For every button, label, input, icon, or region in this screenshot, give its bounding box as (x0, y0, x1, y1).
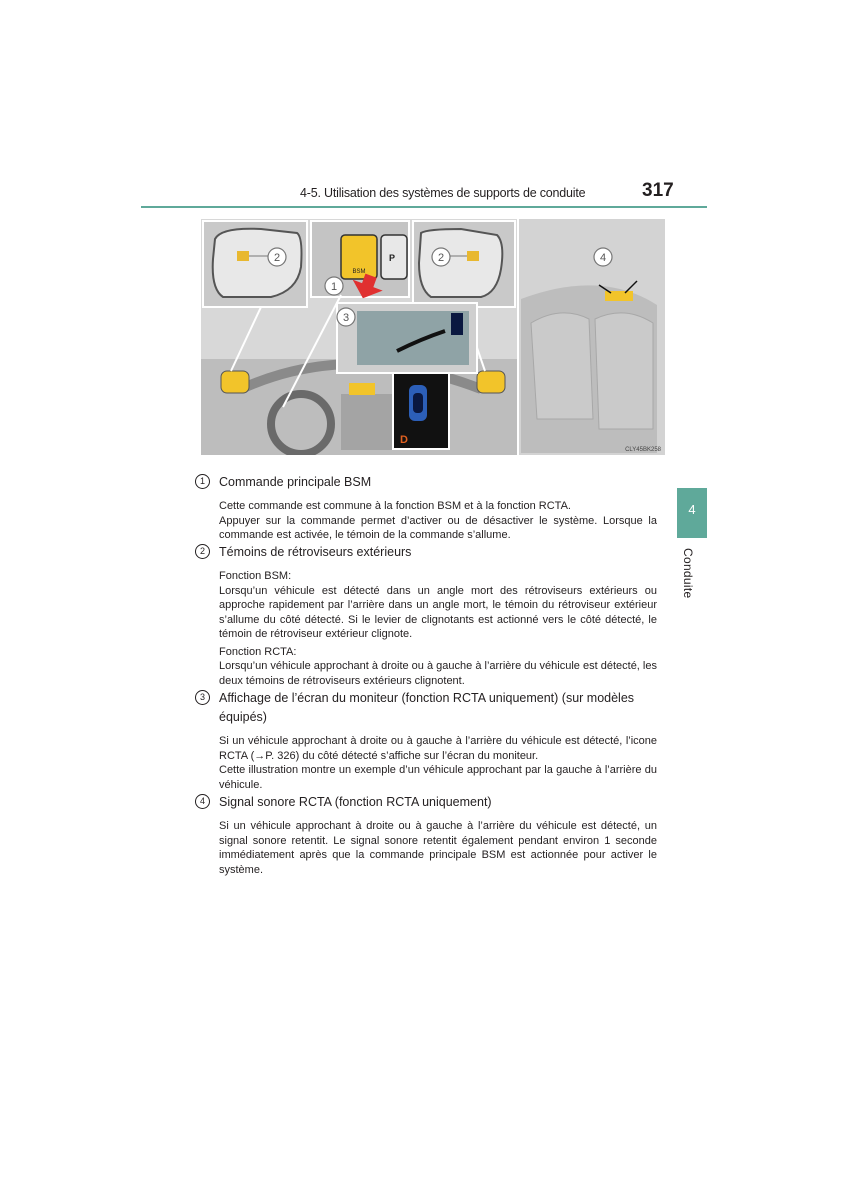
item-paragraph: Appuyer sur la commande permet d’activer ou de désactiver le système. Lorsque la commande est activée, le témoin de la commande s’allume. (219, 514, 657, 541)
item-title: Affichage de l’écran du moniteur (fonction RCTA uniquement) (sur modèles équipés) (219, 691, 635, 724)
callout-2-left: 2 (273, 252, 281, 264)
left-mirror-inset (203, 221, 307, 307)
item-number: 1 (195, 474, 210, 489)
callout-3: 3 (342, 312, 350, 324)
item-number: 2 (195, 544, 210, 559)
parking-label: P (388, 253, 396, 263)
item-rcta-buzzer (195, 793, 657, 877)
item-paragraph: Lorsqu’un véhicule est détecté dans un angle mort des rétroviseurs extérieurs ou approche rapidement par l’arrière dans un angle mort, le témoin du rétroviseur extérieur s’allume du côté détecté. Si le levier de clignotants est actionné vers le côté détecté, le témoin de rétroviseur extérieur clignote. (219, 584, 657, 640)
item-title: Témoins de rétroviseurs extérieurs (219, 545, 412, 559)
section-title: 4-5. Utilisation des systèmes de supports de conduite (300, 186, 586, 200)
item-paragraph: Fonction RCTA: (219, 645, 297, 658)
item-number: 4 (195, 794, 210, 809)
bsm-illustration-drawing (201, 219, 665, 455)
item-paragraph: Si un véhicule approchant à droite ou à gauche à l’arrière du véhicule est détecté, un signal sonore retentit. Le signal sonore retentit également pendant environ 1 seconde immédiatement après que la commande principale BSM est actionnée pour activer le système. (219, 820, 657, 876)
item-number: 3 (195, 690, 210, 705)
item-title: Commande principale BSM (219, 475, 372, 489)
callout-2-right: 2 (437, 252, 445, 264)
item-mirror-indicators (195, 543, 657, 688)
svg-text:D: D (400, 434, 408, 446)
chapter-tab: 4 (677, 488, 707, 538)
right-mirror-inset (413, 221, 515, 307)
item-paragraph: Lorsqu’un véhicule approchant à droite ou à gauche à l’arrière du véhicule est détecté, les deux témoins de rétroviseurs extérieurs clignotent. (219, 660, 657, 687)
item-paragraph: Fonction BSM: (219, 570, 292, 582)
figure-code: CLY45BK258 (625, 447, 661, 453)
switch-label: BSM (352, 269, 366, 275)
callout-1: 1 (330, 281, 338, 293)
callout-4: 4 (599, 252, 607, 264)
gear-display-inset (393, 373, 449, 449)
item-paragraph: Si un véhicule approchant à droite ou à gauche à l’arrière du véhicule est détecté, l’icone RCTA (→P. 326) du côté détecté s’affiche sur l’écran du moniteur. (219, 735, 657, 762)
item-paragraph: Cette illustration montre un exemple d’un véhicule approchant par la gauche à l’arrière du véhicule. (219, 764, 657, 791)
item-monitor-display (195, 689, 657, 792)
header-divider (141, 206, 707, 208)
chapter-label: Conduite (681, 548, 695, 599)
bsm-illustration (201, 219, 665, 455)
rear-seat-inset (521, 281, 657, 453)
monitor-inset (337, 303, 477, 373)
item-title: Signal sonore RCTA (fonction RCTA uniquement) (219, 795, 492, 809)
item-paragraph: Cette commande est commune à la fonction BSM et à la fonction RCTA. (219, 500, 571, 512)
page-number: 317 (642, 180, 674, 201)
item-main-switch (195, 473, 657, 543)
